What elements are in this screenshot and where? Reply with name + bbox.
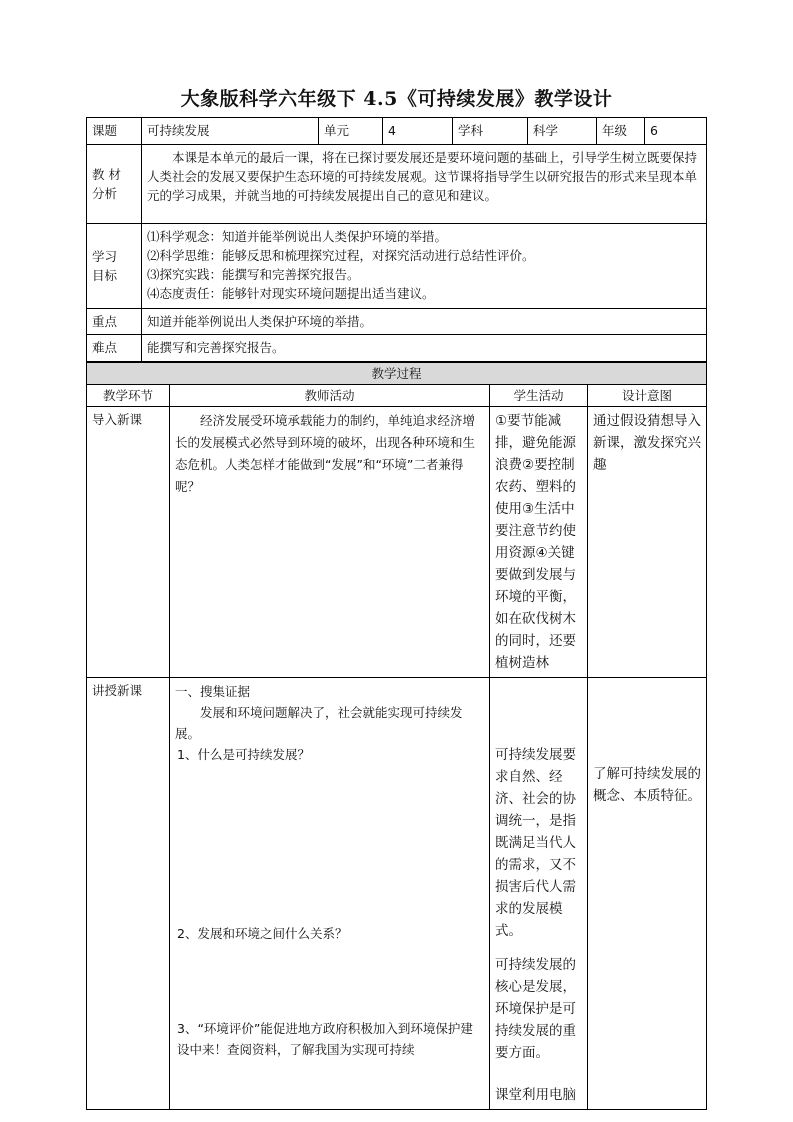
header-intent: 设计意图 <box>588 385 707 407</box>
subject-label: 学科 <box>453 118 528 145</box>
objectives-label: 学习 目标 <box>87 224 142 309</box>
intro-stage: 导入新课 <box>87 407 170 678</box>
header-teacher: 教师活动 <box>170 385 490 407</box>
info-table <box>86 117 707 362</box>
intro-student-activity: ①要节能减排，避免能源浪费②要控制农药、塑料的使用③生活中要注意节约使用资源④关键要做到发展与环境的平衡，如在砍伐树木的同时，还要植树造林 <box>490 407 588 678</box>
lecture-teacher-activity <box>170 678 490 1110</box>
unit-value: 4 <box>383 118 453 145</box>
objectives-list <box>142 224 707 309</box>
difficulty-text: 能撰写和完善探究报告。 <box>142 335 707 362</box>
difficulty-label: 难点 <box>87 335 142 362</box>
section-heading: 一、搜集证据 <box>175 684 251 699</box>
header-student: 学生活动 <box>490 385 588 407</box>
objective-item: ⑵科学思维：能够反思和梳理探究过程，对探究活动进行总结性评价。 <box>147 248 535 263</box>
answer-3: 课堂利用电脑 <box>495 1087 576 1103</box>
lead-text: 发展和环境问题解决了，社会就能实现可持续发展。 <box>175 705 463 741</box>
question-2: 2、发展和环境之间什么关系？ <box>177 926 348 941</box>
intro-teacher-activity: 经济发展受环境承载能力的制约，单纯追求经济增长的发展模式必然导到环境的破坏，出现各种环境和生态危机。人类怎样才能做到“发展”和“环境”二者兼得呢？ <box>170 407 490 678</box>
question-3: 3、“环境评价”能促进地方政府积极加入到环境保护建设中来！查阅资料，了解我国为实现可持续 <box>177 1021 473 1057</box>
question-1: 1、什么是可持续发展？ <box>177 747 310 762</box>
grade-value: 6 <box>645 118 707 145</box>
analysis-text: 本课是本单元的最后一课，将在已探讨要发展还是要环境问题的基础上，引导学生树立既要保持人类社会的发展又要保护生态环境的可持续发展观。这节课将指导学生以研究报告的形式来呈现本单元的学习成果，并就当地的可持续发展提出自己的意见和建议。 <box>142 145 707 224</box>
answer-1: 可持续发展要求自然、经济、社会的协调统一，是指既满足当代人的需求，又不损害后代人需求的发展模式。 <box>495 747 576 939</box>
lecture-student-activity <box>490 678 588 1110</box>
analysis-label: 教 材 分析 <box>87 145 142 224</box>
subject-value: 科学 <box>528 118 597 145</box>
page-title: 大象版科学六年级下 4.5《可持续发展》教学设计 <box>180 88 613 110</box>
process-table <box>86 362 707 1110</box>
lecture-design-intent <box>588 678 707 1110</box>
key-point-label: 重点 <box>87 309 142 335</box>
grade-label: 年级 <box>597 118 645 145</box>
objective-item: ⑴科学观念：知道并能举例说出人类保护环境的举措。 <box>147 229 448 244</box>
intent-1: 了解可持续发展的概念、本质特征。 <box>593 766 701 804</box>
answer-2: 可持续发展的核心是发展，环境保护是可持续发展的重要方面。 <box>495 957 576 1061</box>
process-heading: 教学过程 <box>87 363 707 385</box>
key-point-text: 知道并能举例说出人类保护环境的举措。 <box>142 309 707 335</box>
objective-item: ⑶探究实践：能撰写和完善探究报告。 <box>147 267 360 282</box>
objective-item: ⑷态度责任：能够针对现实环境问题提出适当建议。 <box>147 286 435 301</box>
intro-design-intent: 通过假设猜想导入新课，激发探究兴趣 <box>588 407 707 678</box>
topic-label: 课题 <box>87 118 142 145</box>
unit-label: 单元 <box>319 118 383 145</box>
topic-value: 可持续发展 <box>142 118 319 145</box>
lecture-stage: 讲授新课 <box>87 678 170 1110</box>
header-stage: 教学环节 <box>87 385 170 407</box>
